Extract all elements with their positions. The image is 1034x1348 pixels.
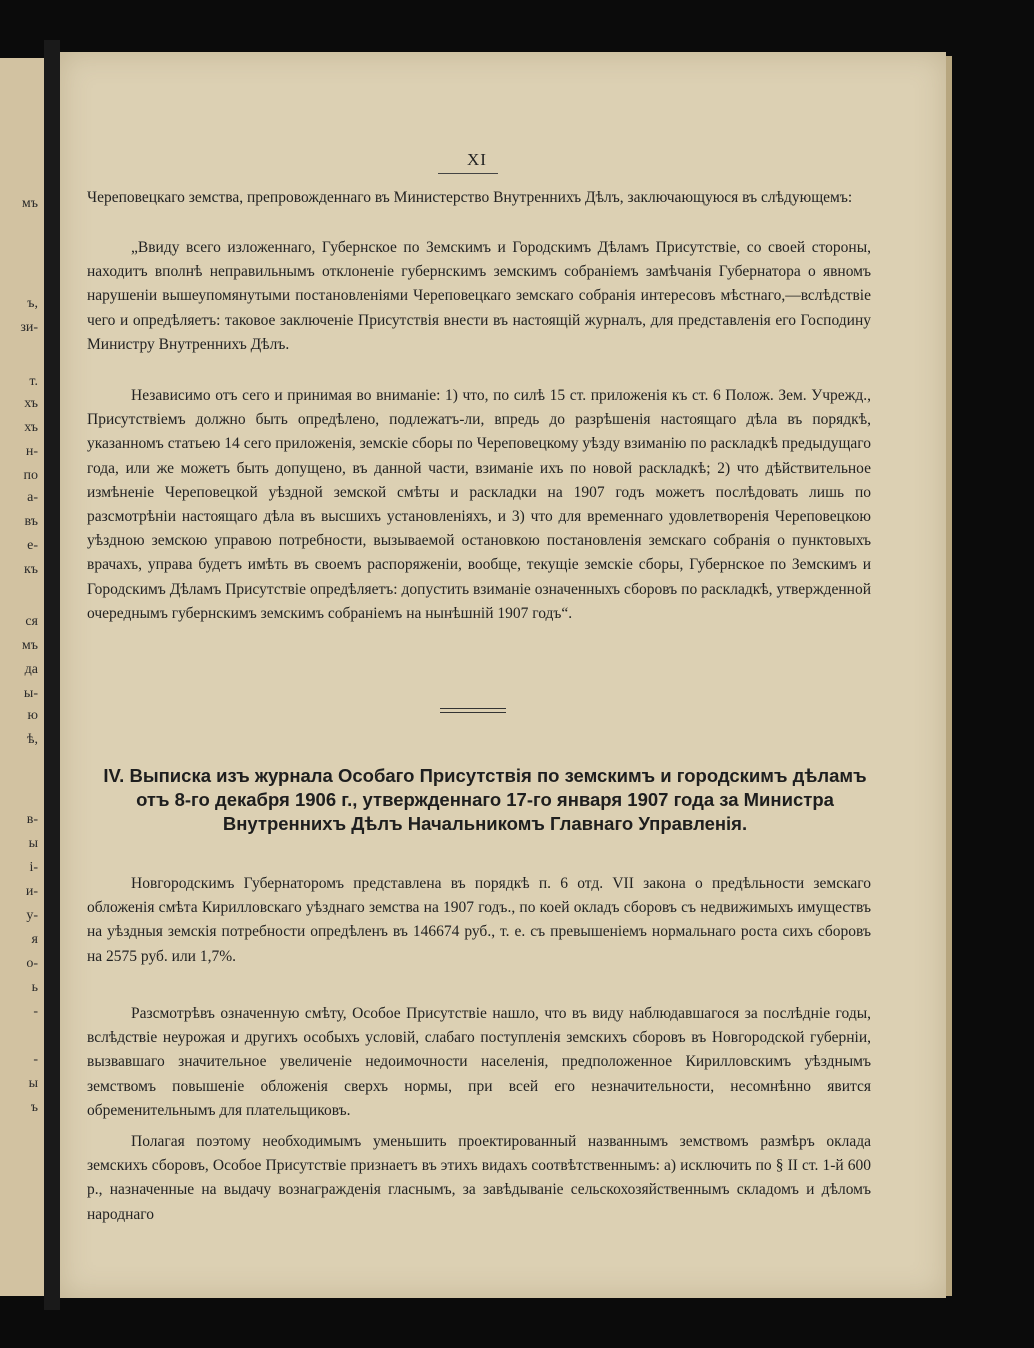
book-gutter	[44, 40, 60, 1310]
page-edge	[946, 56, 952, 1296]
left-fragment: да	[24, 662, 38, 677]
left-fragment: о-	[26, 956, 38, 971]
left-fragment: мъ	[21, 196, 38, 211]
heading-line-1: IV. Выписка изъ журнала Особаго Присутствія по земскимъ и городскимъ дѣламъ	[103, 765, 867, 786]
intro-text: Череповецкаго земства, препровожденнаго въ Министерство Внутреннихъ Дѣлъ, заключающуюся въ слѣдующемъ:	[87, 189, 853, 206]
left-fragment: н-	[25, 444, 38, 459]
left-fragment: ъ,	[27, 296, 38, 311]
section-divider	[440, 712, 506, 713]
page-number-rule	[438, 173, 498, 174]
examined-text: Разсмотрѣвъ означенную смѣту, Особое Присутствіе нашло, что въ виду наблюдавшагося за послѣдніе годы, вслѣдствіе неурожая и другихъ особыхъ условій, слабаго поступленія земскихъ сборовъ въ Новгородской губерніи, вызвавшаго значительное увеличеніе недоимочности населенія, предположенное Кирилловскимъ уѣзднымъ земствомъ повышеніе обложенія сверхъ нормы, при всей его незначительности, несомнѣнно явится обременительнымъ для плательщиковъ.	[87, 1005, 871, 1119]
left-fragment: я	[31, 932, 38, 947]
novgorod-paragraph	[87, 872, 871, 969]
adjacent-page-edge	[0, 58, 46, 1296]
left-fragment: ы	[28, 1076, 38, 1091]
left-fragment: и-	[25, 884, 38, 899]
heading-line-3: Внутреннихъ Дѣлъ Начальникомъ Главнаго Управленія.	[222, 813, 748, 834]
left-fragment: ы-	[23, 686, 38, 701]
page-number: XI	[467, 150, 487, 169]
left-fragment: е-	[27, 538, 38, 553]
left-fragment: хъ	[24, 420, 38, 435]
section-divider	[440, 708, 506, 709]
left-fragment: в-	[26, 812, 38, 827]
heading-line-2: отъ 8-го декабря 1906 г., утвержденнаго 17-го января 1907 года за Министра	[136, 789, 834, 810]
intro-paragraph	[87, 186, 871, 210]
quote-paragraph	[87, 236, 871, 357]
left-fragment: у-	[26, 908, 38, 923]
left-fragment: мъ	[21, 638, 38, 653]
novgorod-text: Новгородскимъ Губернаторомъ представлена въ порядкѣ п. 6 отд. VII закона о предѣльности земскаго обложенія смѣта Кирилловскаго уѣзднаго земства на 1907 годъ., по коей окладъ сборовъ съ недвижимыхъ имуществъ на уѣздныя земскія потребности опредѣленъ въ 146674 руб., т. е. съ превышеніемъ нормальнаго роста сихъ сборовъ на 2575 руб. или 1,7%.	[87, 875, 871, 965]
left-fragment: по	[23, 468, 38, 483]
left-fragment: і-	[29, 860, 38, 875]
quote-text: „Ввиду всего изложеннаго, Губернское по Земскимъ и Городскимъ Дѣламъ Присутствіе, со своей стороны, находитъ вполнѣ неправильнымъ отклоненіе губернскимъ земскимъ собраніемъ замѣчанія Губернатора о явномъ нарушеніи вышеупомянутыми постановленіями Череповецкаго земскаго собранія интересовъ мѣстнаго,—вслѣдствіе чего и опредѣляетъ: таковое заключеніе Присутствія внести въ настоящій журналъ, для представленія его Господину Министру Внутреннихъ Дѣлъ.	[87, 239, 871, 353]
left-fragment: а-	[27, 490, 38, 505]
left-fragment: ы	[28, 836, 38, 851]
left-fragment: хъ	[24, 396, 38, 411]
document-page	[60, 52, 946, 1298]
left-fragment: ю	[27, 708, 38, 723]
left-fragment: къ	[23, 562, 38, 577]
left-fragment: ѣ,	[26, 732, 38, 747]
left-fragment: -	[33, 1052, 38, 1067]
examined-paragraph	[87, 1002, 871, 1123]
section-heading	[88, 764, 882, 836]
left-fragment: т.	[29, 374, 38, 389]
polagaya-text: Полагая поэтому необходимымъ уменьшить проектированный названнымъ земствомъ размѣръ оклада земскихъ сборовъ, Особое Присутствіе признаетъ въ этихъ видахъ соотвѣтственнымъ: а) исключить по § II ст. 1-й 600 р., назначенные на выдачу вознагражденія гласнымъ, за завѣдываніе сельскохозяйственнымъ складомъ и дѣломъ народнаго	[87, 1133, 871, 1223]
left-fragment: ся	[25, 614, 38, 629]
left-fragment: -	[33, 1004, 38, 1019]
left-fragment: въ	[24, 514, 38, 529]
left-fragment: зи-	[20, 320, 38, 335]
left-fragment: ъ	[30, 1100, 38, 1115]
left-fragment: ь	[31, 980, 38, 995]
independent-text: Независимо отъ сего и принимая во вниманіе: 1) что, по силѣ 15 ст. приложенія къ ст. 6 Полож. Зем. Учрежд., Присутствіемъ должно быть опредѣлено, подлежатъ-ли, впредь до разрѣшенія настоящаго дѣла въ порядкѣ, указанномъ статьею 14 сего приложенія, земскіе сборы по Череповецкому уѣзду взиманію по раскладкѣ предыдущаго года, или же можетъ быть допущено, въ данной части, взиманіе ихъ по новой раскладкѣ; 2) что дѣйствительное измѣненіе Череповецкой уѣздной земской смѣты и раскладки на 1907 годъ можетъ послѣдовать лишь по разсмотрѣніи настоящаго дѣла въ высшихъ установленіяхъ, и 3) что для временнаго удовлетворенія Череповецкою уѣздною земскою управою потребности, вызываемой остановкою постановленія земскаго собранія о пунктовыхъ врачахъ, управа будетъ имѣть въ своемъ распоряженіи, вообще, текущіе земскіе сборы, Губернское по Земскимъ и Городскимъ Дѣламъ Присутствіе опредѣляетъ: допустить взиманіе означенныхъ сборовъ по раскладкѣ, утвержденной очереднымъ губернскимъ земскимъ собраніемъ на нынѣшній 1907 годъ“.	[87, 387, 871, 622]
polagaya-paragraph	[87, 1130, 871, 1227]
independent-paragraph	[87, 384, 871, 626]
